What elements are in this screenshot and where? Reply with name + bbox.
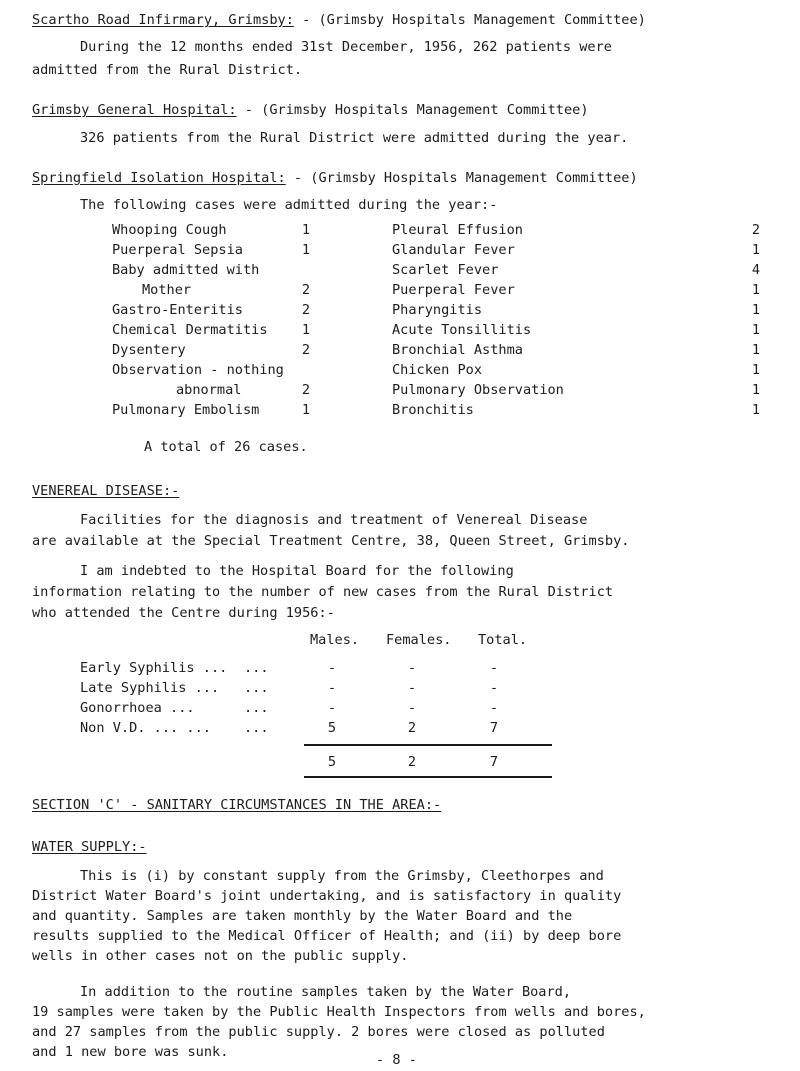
case-name: Chicken Pox <box>392 362 483 378</box>
case-count: 1 <box>301 322 310 338</box>
venereal-para2-line3: who attended the Centre during 1956:- <box>32 605 335 621</box>
springfield-total: A total of 26 cases. <box>144 439 308 455</box>
general-heading: Grimsby General Hospital: <box>32 102 237 118</box>
water-para2-line: In addition to the routine samples taken by the Water Board, <box>80 984 572 1000</box>
case-name: Puerperal Sepsia <box>112 242 243 258</box>
vd-total-total: 7 <box>489 754 499 770</box>
case-count: 2 <box>301 282 310 298</box>
case-name: Pleural Effusion <box>392 222 523 238</box>
vd-cell-total: - <box>489 680 499 696</box>
vd-row-dots: ... <box>244 680 269 696</box>
case-name: Acute Tonsillitis <box>392 322 532 338</box>
case-count: 1 <box>301 242 310 258</box>
case-name: Pulmonary Observation <box>392 382 564 398</box>
vd-row-dots: ... <box>244 660 269 676</box>
springfield-heading: Springfield Isolation Hospital: <box>32 170 286 186</box>
vd-header-total: Total. <box>478 632 528 648</box>
case-name: abnormal <box>176 382 242 398</box>
springfield-committee: - (Grimsby Hospitals Management Committee) <box>293 170 638 186</box>
case-count: 1 <box>751 402 760 418</box>
water-para2-line: and 27 samples from the public supply. 2 bores were closed as polluted <box>32 1024 605 1040</box>
water-para2-line: and 1 new bore was sunk. <box>32 1044 229 1060</box>
venereal-heading: VENEREAL DISEASE:- <box>32 483 180 499</box>
general-line-1: 326 patients from the Rural District were admitted during the year. <box>80 130 629 146</box>
scartho-heading: Scartho Road Infirmary, Grimsby: <box>32 12 294 28</box>
venereal-para2-line1: I am indebted to the Hospital Board for the following <box>80 563 514 579</box>
general-section <box>32 100 589 120</box>
case-name: Pulmonary Embolism <box>112 402 260 418</box>
vd-cell-females: - <box>407 680 417 696</box>
water-para1-line: and quantity. Samples are taken monthly by the Water Board and the <box>32 908 573 924</box>
vd-header-males: Males. <box>310 632 360 648</box>
water-para1-line: wells in other cases not on the public supply. <box>32 948 409 964</box>
vd-cell-total: - <box>489 660 499 676</box>
vd-cell-males: - <box>327 680 337 696</box>
vd-row-label: Non V.D. ... ... <box>80 720 211 736</box>
case-count: 4 <box>751 262 760 278</box>
vd-cell-males: 5 <box>327 720 337 736</box>
vd-total-females: 2 <box>407 754 417 770</box>
case-name: Mother <box>142 282 192 298</box>
springfield-intro: The following cases were admitted during the year:- <box>80 197 498 213</box>
case-name: Baby admitted with <box>112 262 260 278</box>
page-number: - 8 - <box>376 1052 417 1068</box>
case-count: 1 <box>751 382 760 398</box>
case-count: 1 <box>301 222 310 238</box>
water-para1-line: results supplied to the Medical Officer of Health; and (ii) by deep bore <box>32 928 622 944</box>
case-count: 1 <box>751 242 760 258</box>
scartho-line-1: During the 12 months ended 31st December, 1956, 262 patients were <box>80 39 612 55</box>
vd-header-females: Females. <box>386 632 452 648</box>
case-name: Scarlet Fever <box>392 262 499 278</box>
case-count: 2 <box>301 302 310 318</box>
case-count: 1 <box>751 362 760 378</box>
table-rule-bottom <box>304 776 552 778</box>
table-rule-top <box>304 744 552 746</box>
case-count: 1 <box>751 302 760 318</box>
vd-row-label: Gonorrhoea ... <box>80 700 195 716</box>
vd-cell-females: - <box>407 660 417 676</box>
scartho-section <box>32 10 646 30</box>
case-name: Chemical Dermatitis <box>112 322 268 338</box>
vd-cell-total: 7 <box>489 720 499 736</box>
case-count: 1 <box>751 282 760 298</box>
vd-cell-males: - <box>327 660 337 676</box>
vd-row-dots: ... <box>244 720 269 736</box>
case-count: 2 <box>301 382 310 398</box>
vd-cell-females: 2 <box>407 720 417 736</box>
case-name: Pharyngitis <box>392 302 483 318</box>
case-name: Glandular Fever <box>392 242 515 258</box>
general-committee: - (Grimsby Hospitals Management Committee) <box>244 102 589 118</box>
vd-row-label: Early Syphilis ... <box>80 660 228 676</box>
case-count: 2 <box>751 222 760 238</box>
case-name: Gastro-Enteritis <box>112 302 243 318</box>
vd-total-males: 5 <box>327 754 337 770</box>
venereal-para1-line1: Facilities for the diagnosis and treatment of Venereal Disease <box>80 512 588 528</box>
vd-cell-females: - <box>407 700 417 716</box>
venereal-para2-line2: information relating to the number of new cases from the Rural District <box>32 584 614 600</box>
case-name: Observation - nothing <box>112 362 284 378</box>
case-count: 1 <box>751 342 760 358</box>
scartho-line-2: admitted from the Rural District. <box>32 62 303 78</box>
case-count: 1 <box>751 322 760 338</box>
case-count: 1 <box>301 402 310 418</box>
vd-cell-total: - <box>489 700 499 716</box>
scartho-committee: - (Grimsby Hospitals Management Committee) <box>302 12 646 28</box>
case-name: Puerperal Fever <box>392 282 515 298</box>
vd-row-dots: ... <box>244 700 269 716</box>
springfield-section <box>32 168 638 188</box>
water-para1-line: This is (i) by constant supply from the Grimsby, Cleethorpes and <box>80 868 604 884</box>
water-heading: WATER SUPPLY:- <box>32 839 147 855</box>
vd-cell-males: - <box>327 700 337 716</box>
water-para1-line: District Water Board's joint undertaking, and is satisfactory in quality <box>32 888 622 904</box>
case-name: Bronchitis <box>392 402 474 418</box>
venereal-para1-line2: are available at the Special Treatment Centre, 38, Queen Street, Grimsby. <box>32 533 630 549</box>
case-name: Bronchial Asthma <box>392 342 523 358</box>
vd-row-label: Late Syphilis ... <box>80 680 220 696</box>
case-name: Dysentery <box>112 342 186 358</box>
case-count: 2 <box>301 342 310 358</box>
water-para2-line: 19 samples were taken by the Public Health Inspectors from wells and bores, <box>32 1004 646 1020</box>
section-c-heading: SECTION 'C' - SANITARY CIRCUMSTANCES IN THE AREA:- <box>32 797 442 813</box>
case-name: Whooping Cough <box>112 222 227 238</box>
